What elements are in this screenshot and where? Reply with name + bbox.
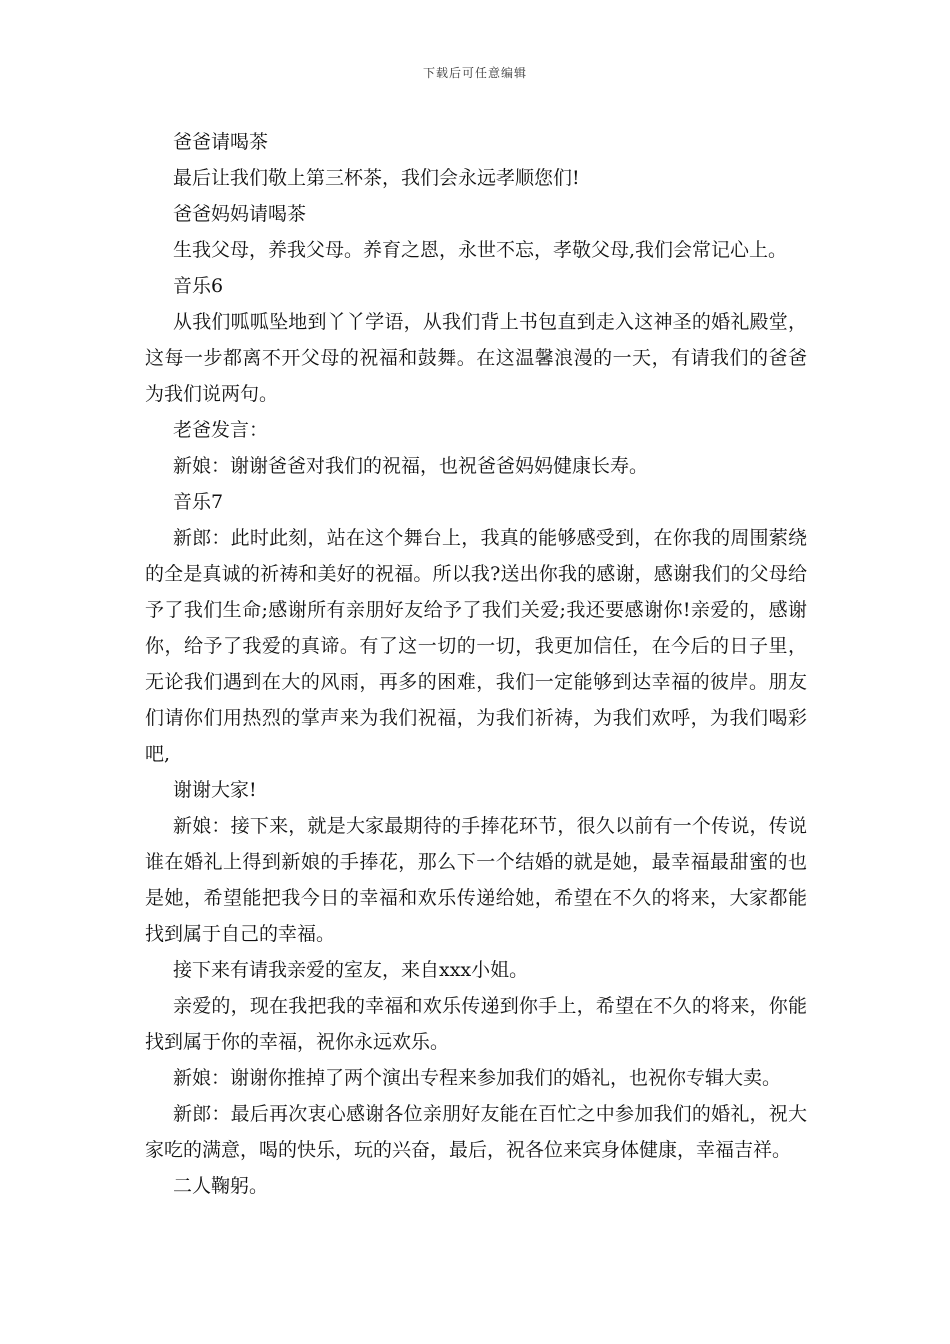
paragraph: 新娘：接下来，就是大家最期待的手捧花环节，很久以前有一个传说，传说谁在婚礼上得到新娘的手捧花，那么下一个结婚的就是她，最幸福最甜蜜的也是她，希望能把我今日的幸福和欢乐传递给她，希望在不久的将来，大家都能找到属于自己的幸福。 [145, 815, 807, 945]
paragraph: 新娘：谢谢爸爸对我们的祝福，也祝爸爸妈妈健康长寿。 [173, 455, 649, 477]
paragraph: 二人鞠躬。 [173, 1175, 269, 1197]
document-body [145, 124, 807, 1204]
paragraph: 音乐7 [173, 491, 224, 513]
paragraph: 新娘：谢谢你推掉了两个演出专程来参加我们的婚礼，也祝你专辑大卖。 [173, 1067, 782, 1089]
paragraph: 接下来有请我亲爱的室友，来自xxx小姐。 [173, 959, 529, 981]
paragraph: 新郎：最后再次衷心感谢各位亲朋好友能在百忙之中参加我们的婚礼，祝大家吃的满意，喝的快乐，玩的兴奋，最后，祝各位来宾身体健康，幸福吉祥。 [145, 1103, 807, 1161]
paragraph: 生我父母，养我父母。养育之恩，永世不忘，孝敬父母,我们会常记心上。 [173, 239, 788, 261]
paragraph: 新郎：此时此刻，站在这个舞台上，我真的能够感受到，在你我的周围萦绕的全是真诚的祈祷和美好的祝福。所以我?送出你我的感谢，感谢我们的父母给予了我们生命;感谢所有亲朋好友给予了我们关爱;我还要感谢你!亲爱的，感谢你，给予了我爱的真谛。有了这一切的一切，我更加信任，在今后的日子里，无论我们遇到在大的风雨，再多的困难，我们一定能够到达幸福的彼岸。朋友们请你们用热烈的掌声来为我们祝福，为我们祈祷，为我们欢呼，为我们喝彩吧, [145, 527, 807, 765]
paragraph: 从我们呱呱坠地到丫丫学语，从我们背上书包直到走入这神圣的婚礼殿堂，这每一步都离不开父母的祝福和鼓舞。在这温馨浪漫的一天，有请我们的爸爸为我们说两句。 [145, 311, 807, 405]
paragraph: 谢谢大家! [173, 779, 257, 801]
header-note: 下载后可任意编辑 [422, 66, 527, 80]
paragraph: 爸爸妈妈请喝茶 [173, 203, 307, 225]
paragraph: 最后让我们敬上第三杯茶，我们会永远孝顺您们! [173, 167, 580, 189]
paragraph: 老爸发言： [173, 419, 269, 441]
paragraph: 爸爸请喝茶 [173, 131, 269, 153]
paragraph: 音乐6 [173, 275, 224, 297]
paragraph: 亲爱的，现在我把我的幸福和欢乐传递到你手上，希望在不久的将来，你能找到属于你的幸福，祝你永远欢乐。 [145, 995, 807, 1053]
